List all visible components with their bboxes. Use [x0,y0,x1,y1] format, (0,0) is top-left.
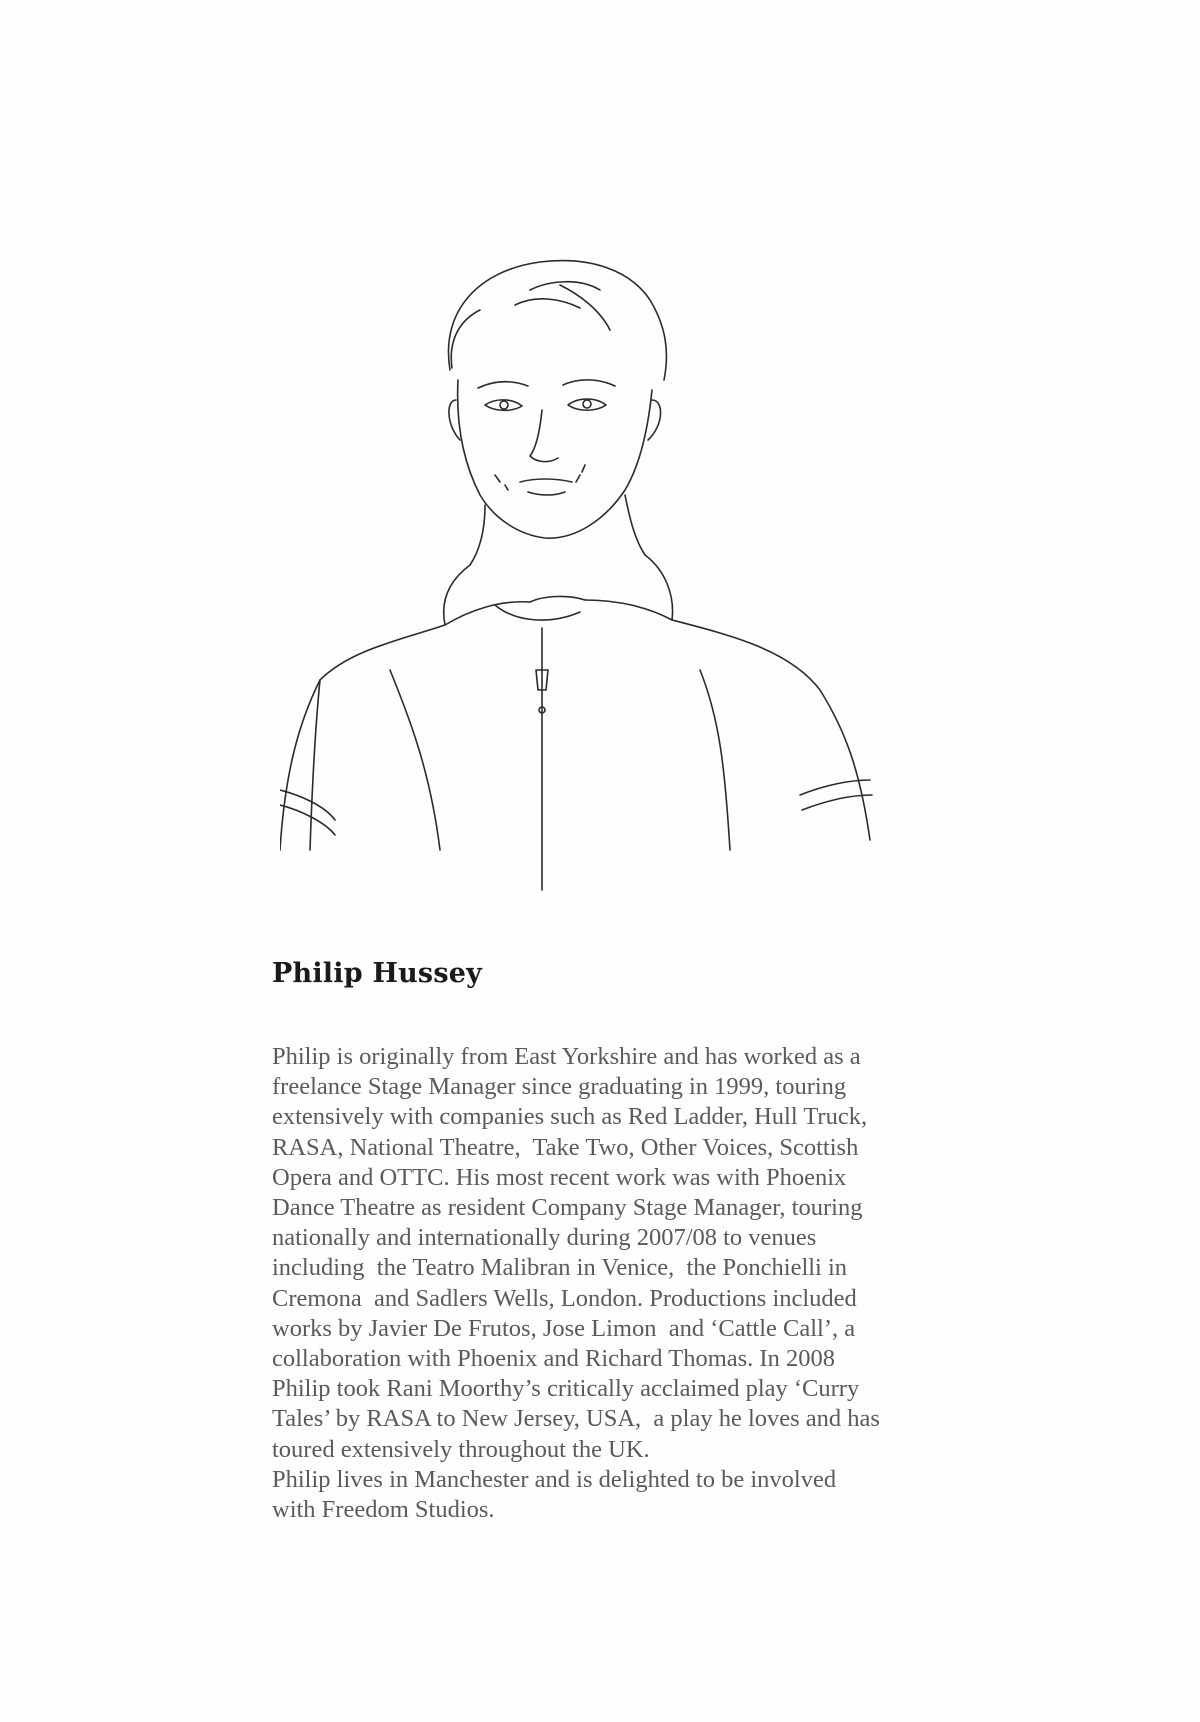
bio-line: works by Javier De Frutos, Jose Limon and ‘Cattle Call’, a [272,1314,856,1342]
bio-line: nationally and internationally during 2007/08 to venues [272,1224,817,1252]
bio-line: RASA, National Theatre, Take Two, Other Voices, Scottish [272,1133,859,1161]
bio-line: Cremona and Sadlers Wells, London. Productions included [272,1284,857,1312]
bio-line: extensively with companies such as Red Ladder, Hull Truck, [272,1103,868,1131]
bio-line: Dance Theatre as resident Company Stage Manager, touring [272,1194,863,1222]
bio-line: freelance Stage Manager since graduating in 1999, touring [272,1073,847,1101]
biography-paragraph [272,1042,972,1525]
bio-line: toured extensively throughout the UK. [272,1435,650,1463]
bio-line: Philip lives in Manchester and is delighted to be involved [272,1465,837,1493]
bio-line: Tales’ by RASA to New Jersey, USA, a play he loves and has [272,1405,880,1433]
portrait-sketch-icon [280,250,960,910]
bio-line: Opera and OTTC. His most recent work was with Phoenix [272,1163,847,1191]
bio-line: Philip took Rani Moorthy’s critically acclaimed play ‘Curry [272,1375,860,1403]
person-name-heading: Philip Hussey [272,958,482,989]
bio-line: Philip is originally from East Yorkshire and has worked as a [272,1043,861,1070]
bio-line: including the Teatro Malibran in Venice, the Ponchielli in [272,1254,848,1282]
bio-line: with Freedom Studios. [272,1496,495,1524]
bio-line: collaboration with Phoenix and Richard Thomas. In 2008 [272,1345,835,1373]
